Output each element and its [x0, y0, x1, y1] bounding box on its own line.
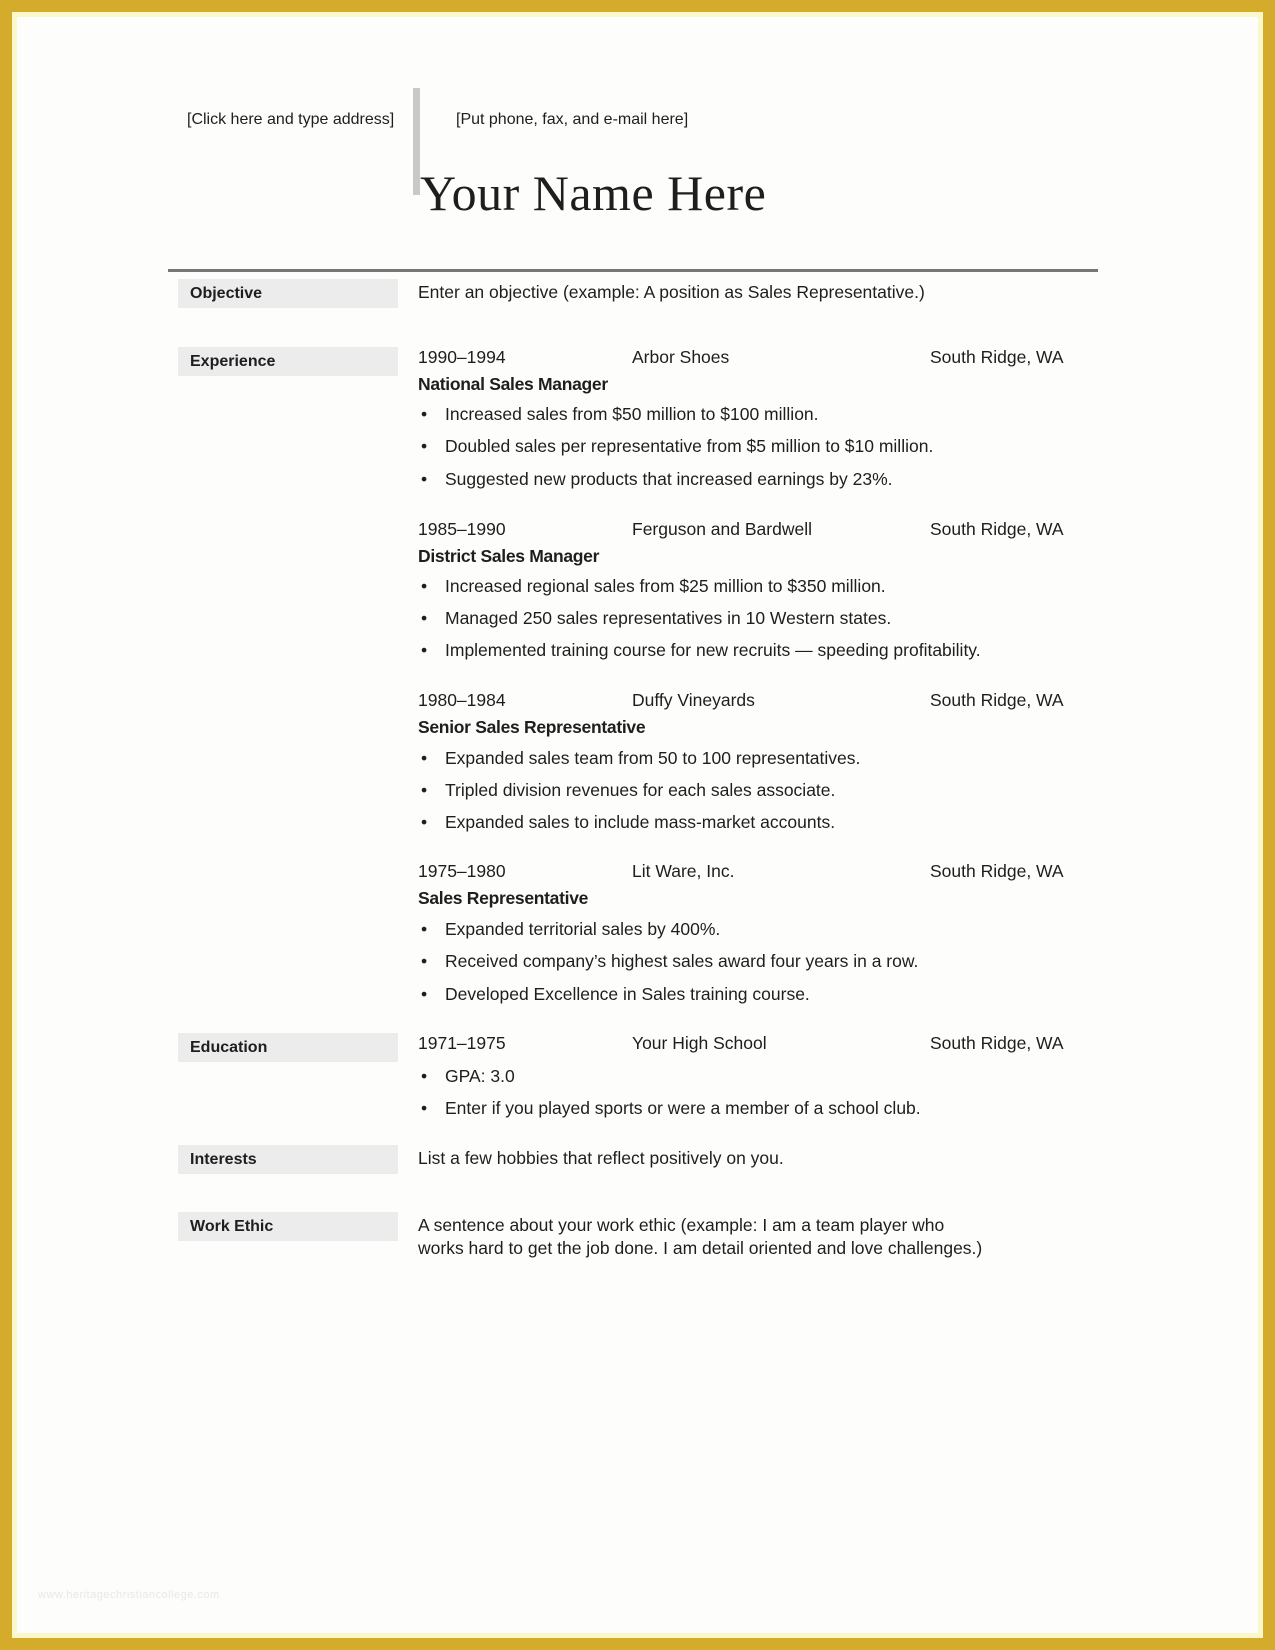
bullet-item	[421, 1066, 1081, 1087]
job-dates: 1990–1994	[418, 347, 506, 367]
objective-text: Enter an objective (example: A position as Sales Representative.)	[418, 282, 925, 302]
bullet-text: Tripled division revenues for each sales associate.	[445, 780, 836, 800]
job-location: South Ridge, WA	[930, 519, 1064, 539]
job-company: Lit Ware, Inc.	[632, 861, 735, 881]
bullet-text: Doubled sales per representative from $5 million to $10 million.	[445, 436, 934, 456]
objective-label: Objective	[178, 279, 398, 308]
bullet-icon: •	[421, 576, 428, 596]
bullet-icon: •	[421, 748, 428, 768]
bullet-item	[421, 608, 1081, 629]
bullet-icon: •	[421, 1066, 428, 1086]
bullet-icon: •	[421, 812, 428, 832]
bullet-icon: •	[421, 984, 428, 1004]
bullet-text: GPA: 3.0	[445, 1066, 515, 1086]
bullet-text: Implemented training course for new recruits — speeding profitability.	[445, 640, 981, 660]
job-title: Sales Representative	[418, 888, 589, 908]
experience-label: Experience	[178, 347, 398, 376]
bullet-text: Enter if you played sports or were a member of a school club.	[445, 1098, 921, 1118]
bullet-icon: •	[421, 1098, 428, 1118]
work-ethic-text-line1: A sentence about your work ethic (example: I am a team player who	[418, 1215, 945, 1235]
bullet-icon: •	[421, 951, 428, 971]
bullet-icon: •	[421, 436, 428, 456]
bullet-text: Increased regional sales from $25 million to $350 million.	[445, 576, 886, 596]
education-dates: 1971–1975	[418, 1033, 506, 1053]
bullet-item	[421, 469, 1081, 490]
job-title: National Sales Manager	[418, 374, 608, 394]
bullet-text: Expanded sales team from 50 to 100 representatives.	[445, 748, 861, 768]
contact-placeholder[interactable]: [Put phone, fax, and e-mail here]	[456, 111, 689, 128]
bullet-item	[421, 919, 1081, 940]
bullet-item	[421, 404, 1081, 425]
work-ethic-text-line2: works hard to get the job done. I am detail oriented and love challenges.)	[418, 1238, 983, 1258]
bullet-text: Expanded territorial sales by 400%.	[445, 919, 721, 939]
job-title: Senior Sales Representative	[418, 717, 646, 737]
bullet-text: Expanded sales to include mass-market accounts.	[445, 812, 836, 832]
job-entry-header	[418, 861, 1090, 882]
bullet-icon: •	[421, 919, 428, 939]
bullet-icon: •	[421, 640, 428, 660]
bullet-item	[421, 1098, 1081, 1119]
job-company: Duffy Vineyards	[632, 690, 755, 710]
interests-text: List a few hobbies that reflect positively on you.	[418, 1148, 784, 1168]
header-rule	[168, 269, 1098, 272]
job-dates: 1975–1980	[418, 861, 506, 881]
bullet-item	[421, 984, 1081, 1005]
job-entry-header	[418, 690, 1090, 711]
education-school: Your High School	[632, 1033, 767, 1053]
bullet-text: Managed 250 sales representatives in 10 Western states.	[445, 608, 892, 628]
job-entry-header	[418, 519, 1090, 540]
job-location: South Ridge, WA	[930, 861, 1064, 881]
bullet-text: Increased sales from $50 million to $100 million.	[445, 404, 819, 424]
bullet-icon: •	[421, 469, 428, 489]
bullet-item	[421, 436, 1081, 457]
bullet-item	[421, 576, 1081, 597]
bullet-icon: •	[421, 780, 428, 800]
bullet-item	[421, 748, 1081, 769]
work-ethic-label: Work Ethic	[178, 1212, 398, 1241]
interests-label: Interests	[178, 1145, 398, 1174]
bullet-item	[421, 640, 1081, 661]
bullet-text: Suggested new products that increased earnings by 23%.	[445, 469, 893, 489]
job-company: Ferguson and Bardwell	[632, 519, 812, 539]
job-title: District Sales Manager	[418, 546, 600, 566]
address-placeholder[interactable]: [Click here and type address]	[187, 111, 395, 128]
bullet-text: Developed Excellence in Sales training course.	[445, 984, 810, 1004]
education-label: Education	[178, 1033, 398, 1062]
education-location: South Ridge, WA	[930, 1033, 1064, 1053]
bullet-icon: •	[421, 608, 428, 628]
job-company: Arbor Shoes	[632, 347, 730, 367]
watermark: www.heritagechristiancollege.com	[38, 1589, 220, 1601]
job-dates: 1980–1984	[418, 690, 506, 710]
job-entry-header	[418, 347, 1090, 368]
resume-name-title[interactable]: Your Name Here	[420, 165, 767, 221]
job-location: South Ridge, WA	[930, 347, 1064, 367]
bullet-icon: •	[421, 404, 428, 424]
job-dates: 1985–1990	[418, 519, 506, 539]
bullet-item	[421, 780, 1081, 801]
bullet-text: Received company’s highest sales award four years in a row.	[445, 951, 919, 971]
education-entry-header	[418, 1033, 1090, 1054]
header-divider	[413, 88, 420, 195]
job-location: South Ridge, WA	[930, 690, 1064, 710]
bullet-item	[421, 951, 1081, 972]
bullet-item	[421, 812, 1081, 833]
